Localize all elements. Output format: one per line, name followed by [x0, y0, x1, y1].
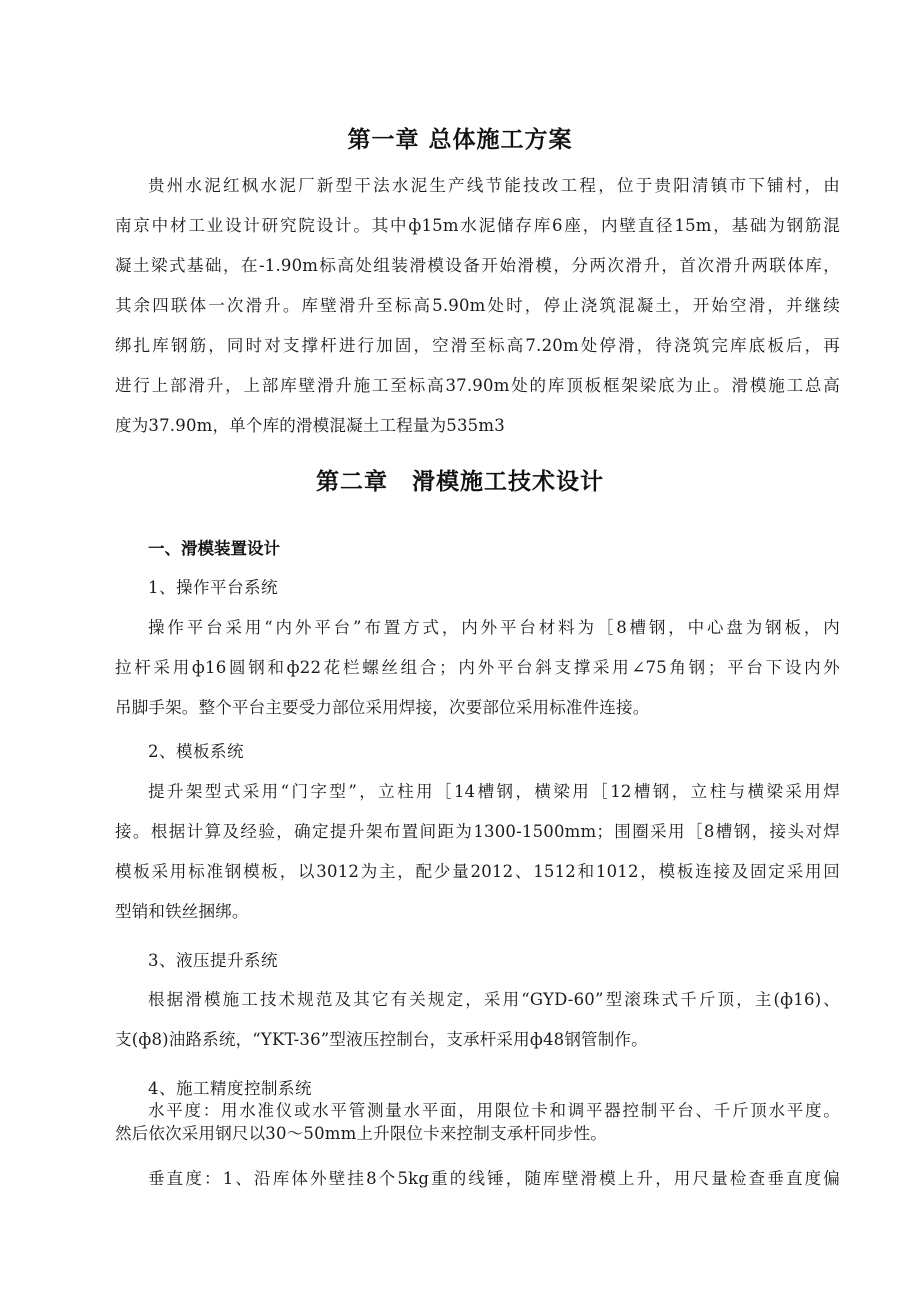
chapter2-title: 第二章 滑模施工技术设计 [316, 469, 604, 495]
chapter1-title: 第一章 总体施工方案 [347, 127, 573, 153]
subsection-heading: 1、操作平台系统 [148, 578, 278, 597]
paragraph-line: 型销和铁丝捆绑。 [115, 902, 249, 921]
paragraph-line: 支(ф8)油路系统，“YKT-36”型液压控制台，支承杆采用ф48钢管制作。 [115, 1030, 648, 1049]
paragraph-line: 吊脚手架。整个平台主要受力部位采用焊接，次要部位采用标准件连接。 [115, 698, 650, 717]
paragraph-line: 根据滑模施工技术规范及其它有关规定，采用“GYD-60”型滚珠式千斤顶，主(ф16)、 [148, 990, 840, 1009]
subsection-heading: 3、液压提升系统 [148, 951, 278, 970]
paragraph-line: 拉杆采用ф16圆钢和ф22花栏螺丝组合；内外平台斜支撑采用∠75角钢；平台下设内外 [115, 658, 840, 677]
subsection-heading: 2、模板系统 [148, 742, 244, 761]
paragraph-line: 水平度：用水准仪或水平管测量水平面，用限位卡和调平器控制平台、千斤顶水平度。 [148, 1101, 840, 1120]
paragraph-line: 垂直度：1、沿库体外壁挂8个5kg重的线锤，随库壁滑模上升，用尺量检查垂直度偏 [148, 1169, 840, 1188]
paragraph-line: 贵州水泥红枫水泥厂新型干法水泥生产线节能技改工程，位于贵阳清镇市下铺村，由 [148, 176, 840, 195]
paragraph-line: 然后依次采用钢尺以30～50mm上升限位卡来控制支承杆同步性。 [115, 1124, 607, 1143]
paragraph-line: 绑扎库钢筋，同时对支撑杆进行加固，空滑至标高7.20m处停滑，待浇筑完库底板后，再 [115, 336, 840, 355]
section-heading: 一、滑模装置设计 [148, 539, 280, 558]
paragraph-line: 操作平台采用“内外平台”布置方式，内外平台材料为［8槽钢，中心盘为钢板，内 [148, 618, 840, 637]
paragraph-line: 其余四联体一次滑升。库壁滑升至标高5.90m处时，停止浇筑混凝土，开始空滑，并继续 [115, 296, 840, 315]
paragraph-line: 模板采用标准钢模板，以3012为主，配少量2012、1512和1012，模板连接及固定采用回 [115, 862, 840, 881]
paragraph-line: 进行上部滑升，上部库壁滑升施工至标高37.90m处的库顶板框架梁底为止。滑模施工总高 [115, 376, 840, 395]
subsection-heading: 4、施工精度控制系统 [148, 1079, 312, 1098]
paragraph-line: 提升架型式采用“门字型”，立柱用［14槽钢，横梁用［12槽钢，立柱与横梁采用焊 [148, 782, 840, 801]
paragraph-line: 度为37.90m，单个库的滑模混凝土工程量为535m3 [115, 416, 505, 435]
paragraph-line: 凝土梁式基础，在-1.90m标高处组装滑模设备开始滑模，分两次滑升，首次滑升两联体库， [115, 256, 840, 275]
paragraph-line: 南京中材工业设计研究院设计。其中ф15m水泥储存库6座，内壁直径15m，基础为钢筋混 [115, 216, 840, 235]
paragraph-line: 接。根据计算及经验，确定提升架布置间距为1300-1500mm；围圈采用［8槽钢，接头对焊 [115, 822, 840, 841]
